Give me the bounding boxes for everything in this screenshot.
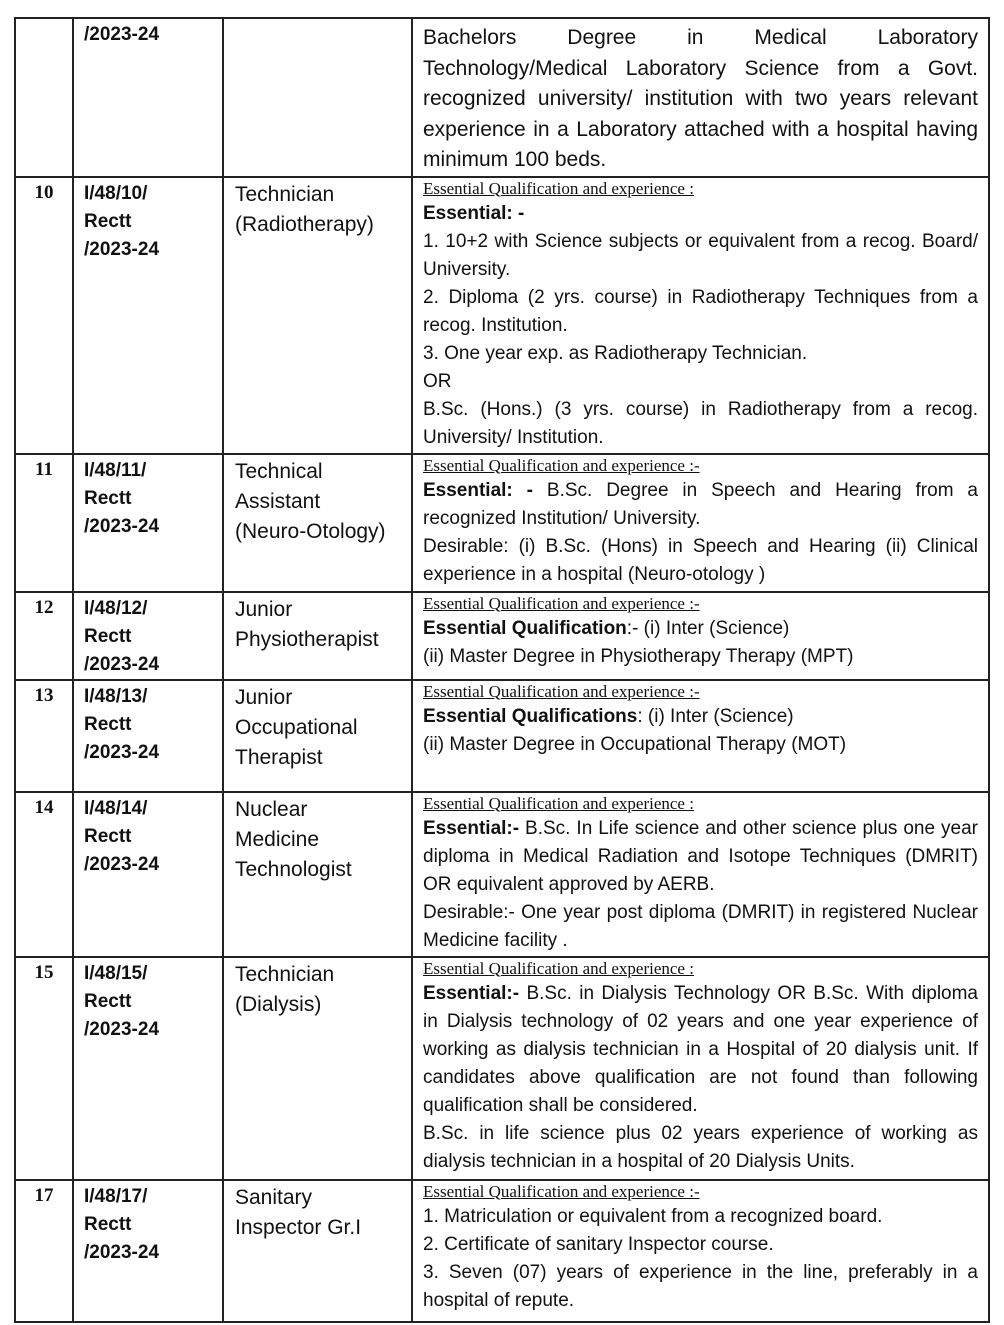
- advt-code-line: /2023-24: [84, 741, 160, 763]
- advt-code-cell: [73, 957, 223, 1180]
- qualification-cell: [412, 1180, 989, 1322]
- serial-number: 17: [34, 1184, 54, 1206]
- recruitment-table: [14, 17, 990, 1323]
- post-name-line: Inspector Gr.I: [235, 1215, 362, 1239]
- serial-number: 10: [34, 181, 54, 203]
- qualification-cell: [412, 177, 989, 454]
- post-name-line: Technologist: [235, 857, 352, 881]
- qualification-line: [423, 340, 978, 368]
- qualification-label: Essential Qualifications: [423, 705, 638, 727]
- table-row: [15, 177, 989, 454]
- post-name-line: Therapist: [235, 745, 323, 769]
- qualification-text: B.Sc. In Life science and other science plus one year diploma in Medical Radiation and Isotope Techniques (DMRIT) OR equivalent approved by AERB.: [423, 817, 978, 895]
- post-name-line: Technician: [235, 962, 335, 986]
- qualification-line: [423, 703, 978, 731]
- qualification-text: 1. 10+2 with Science subjects or equivalent from a recog. Board/ University.: [423, 230, 978, 280]
- qualification-text: 2. Certificate of sanitary Inspector course.: [423, 1233, 774, 1255]
- post-name-line: (Neuro-Otology): [235, 519, 386, 543]
- advt-code-line: /2023-24: [84, 653, 160, 675]
- advt-code-line: Rectt: [84, 825, 132, 847]
- qualification-cell: [412, 18, 989, 177]
- advt-code-line: I/48/13/: [84, 685, 148, 707]
- post-name-cell: [223, 680, 412, 792]
- qualification-label: Essential: -: [423, 202, 525, 224]
- qualification-header: Essential Qualification and experience :-: [423, 1181, 700, 1201]
- qualification-cell: [412, 454, 989, 592]
- qualification-line: [423, 980, 978, 1120]
- qualification-cell: [412, 957, 989, 1180]
- table-row: [15, 18, 989, 177]
- advt-code-line: /2023-24: [84, 238, 160, 260]
- qualification-line: [423, 284, 978, 340]
- qualification-text: Desirable: (i) B.Sc. (Hons) in Speech and Hearing (ii) Clinical experience in a hospital (Neuro-otology ): [423, 535, 978, 585]
- qualification-header: Essential Qualification and experience :-: [423, 593, 700, 613]
- advt-code-line: /2023-24: [84, 1241, 160, 1263]
- qualification-line: [423, 477, 978, 533]
- post-name-line: (Dialysis): [235, 992, 322, 1016]
- post-name-cell: [223, 454, 412, 592]
- advt-code-line: Rectt: [84, 1213, 132, 1235]
- qualification-line: [423, 731, 978, 759]
- table-row: [15, 454, 989, 592]
- qualification-header: Essential Qualification and experience :: [423, 178, 694, 198]
- table-row: [15, 680, 989, 792]
- advt-code-cell: [73, 680, 223, 792]
- qualification-line: [423, 643, 978, 671]
- advt-code-cell: [73, 592, 223, 680]
- advt-code-cell: [73, 792, 223, 957]
- post-name-line: Medicine: [235, 827, 320, 851]
- qualification-label: Essential:-: [423, 982, 520, 1004]
- post-name-line: Occupational: [235, 715, 358, 739]
- post-name-cell: [223, 18, 412, 177]
- advt-code-line: /2023-24: [84, 1018, 160, 1040]
- qualification-text: 3. One year exp. as Radiotherapy Technician.: [423, 342, 808, 364]
- post-name-line: Junior: [235, 597, 293, 621]
- qualification-line: [423, 1203, 978, 1231]
- post-name-line: Physiotherapist: [235, 627, 379, 651]
- serial-number-cell: [15, 680, 73, 792]
- qualification-text: : (i) Inter (Science): [637, 705, 794, 727]
- qualification-label: Essential:-: [423, 817, 520, 839]
- qualification-text: 3. Seven (07) years of experience in the line, preferably in a hospital of repute.: [423, 1261, 978, 1311]
- qualification-line: [423, 1120, 978, 1176]
- qualification-text: :- (i) Inter (Science): [626, 617, 790, 639]
- post-name-cell: [223, 957, 412, 1180]
- advt-code-line: I/48/15/: [84, 962, 148, 984]
- serial-number-cell: [15, 957, 73, 1180]
- qualification-label: Essential: -: [423, 479, 533, 501]
- advt-code-cell: [73, 18, 223, 177]
- qualification-line: [423, 615, 978, 643]
- advt-code-cell: [73, 177, 223, 454]
- post-name-line: (Radiotherapy): [235, 212, 374, 236]
- advt-code-line: I/48/11/: [84, 459, 147, 481]
- serial-number-cell: [15, 177, 73, 454]
- table-row: [15, 592, 989, 680]
- advt-code-line: Rectt: [84, 625, 132, 647]
- post-name-line: Nuclear: [235, 797, 308, 821]
- advt-code-cell: [73, 1180, 223, 1322]
- advt-code-line: I/48/14/: [84, 797, 148, 819]
- post-name-cell: [223, 592, 412, 680]
- advt-code-line: Rectt: [84, 487, 132, 509]
- qualification-line: [423, 396, 978, 452]
- post-name-line: Technical: [235, 459, 323, 483]
- serial-number: 15: [34, 961, 54, 983]
- qualification-label: Essential Qualification: [423, 617, 627, 639]
- qualification-text: 1. Matriculation or equivalent from a recognized board.: [423, 1205, 883, 1227]
- post-name-cell: [223, 792, 412, 957]
- advt-code-line: I/48/17/: [84, 1185, 148, 1207]
- qualification-line: [423, 1231, 978, 1259]
- qualification-text: Bachelors Degree in Medical Laboratory Technology/Medical Laboratory Science from a Govt. recognized university/ institution with two years relevant experience in a Laboratory attached with a hospital having minimum 100 beds.: [423, 26, 978, 171]
- qualification-line: [423, 1259, 978, 1315]
- qualification-text: B.Sc. Degree in Speech and Hearing from a recognized Institution/ University.: [423, 479, 978, 529]
- serial-number-cell: [15, 18, 73, 177]
- advt-code-line: /2023-24: [84, 515, 160, 537]
- table-row: [15, 957, 989, 1180]
- post-name-cell: [223, 177, 412, 454]
- serial-number: 14: [34, 796, 54, 818]
- advt-code-line: /2023-24: [84, 853, 160, 875]
- qualification-header: Essential Qualification and experience :: [423, 793, 694, 813]
- post-name-cell: [223, 1180, 412, 1322]
- qualification-line: [423, 899, 978, 955]
- qualification-text: (ii) Master Degree in Physiotherapy Therapy (MPT): [423, 645, 854, 667]
- advt-code-line: I/48/10/: [84, 182, 148, 204]
- qualification-line: [423, 228, 978, 284]
- qualification-header: Essential Qualification and experience :-: [423, 455, 700, 475]
- serial-number-cell: [15, 792, 73, 957]
- qualification-text: (ii) Master Degree in Occupational Therapy (MOT): [423, 733, 847, 755]
- qualification-cell: [412, 592, 989, 680]
- advt-code-line: /2023-24: [84, 24, 160, 45]
- advt-code-cell: [73, 454, 223, 592]
- serial-number-cell: [15, 454, 73, 592]
- qualification-header: Essential Qualification and experience :-: [423, 681, 700, 701]
- qualification-text: Desirable:- One year post diploma (DMRIT) in registered Nuclear Medicine facility .: [423, 901, 978, 951]
- table-row: [15, 792, 989, 957]
- serial-number: 13: [34, 684, 54, 706]
- advt-code-line: Rectt: [84, 713, 132, 735]
- advt-code-line: Rectt: [84, 210, 132, 232]
- qualification-line: [423, 533, 978, 589]
- qualification-text: B.Sc. in life science plus 02 years experience of working as dialysis technician in a hospital of 20 Dialysis Units.: [423, 1122, 978, 1172]
- serial-number-cell: [15, 1180, 73, 1322]
- qualification-cell: [412, 680, 989, 792]
- qualification-line: [423, 815, 978, 899]
- post-name-line: Technician: [235, 182, 335, 206]
- post-name-line: Junior: [235, 685, 293, 709]
- advt-code-line: Rectt: [84, 990, 132, 1012]
- advt-code-line: I/48/12/: [84, 597, 148, 619]
- serial-number-cell: [15, 592, 73, 680]
- qualification-text: 2. Diploma (2 yrs. course) in Radiotherapy Techniques from a recog. Institution.: [423, 286, 978, 336]
- qualification-cell: [412, 792, 989, 957]
- post-name-line: Assistant: [235, 489, 321, 513]
- post-name-line: Sanitary: [235, 1185, 313, 1209]
- qualification-header: Essential Qualification and experience :: [423, 958, 694, 978]
- serial-number: 11: [35, 458, 53, 480]
- table-row: [15, 1180, 989, 1322]
- qualification-text: B.Sc. (Hons.) (3 yrs. course) in Radiotherapy from a recog. University/ Institution.: [423, 398, 978, 448]
- qualification-text: B.Sc. in Dialysis Technology OR B.Sc. With diploma in Dialysis technology of 02 years and one year experience of working as dialysis technician in a Hospital of 20 dialysis unit. If candidates above qualification are not found than following qualification shall be considered.: [423, 982, 978, 1116]
- qualification-line: [423, 368, 978, 396]
- qualification-line: [423, 200, 978, 228]
- serial-number: 12: [34, 596, 54, 618]
- qualification-text: OR: [423, 370, 452, 392]
